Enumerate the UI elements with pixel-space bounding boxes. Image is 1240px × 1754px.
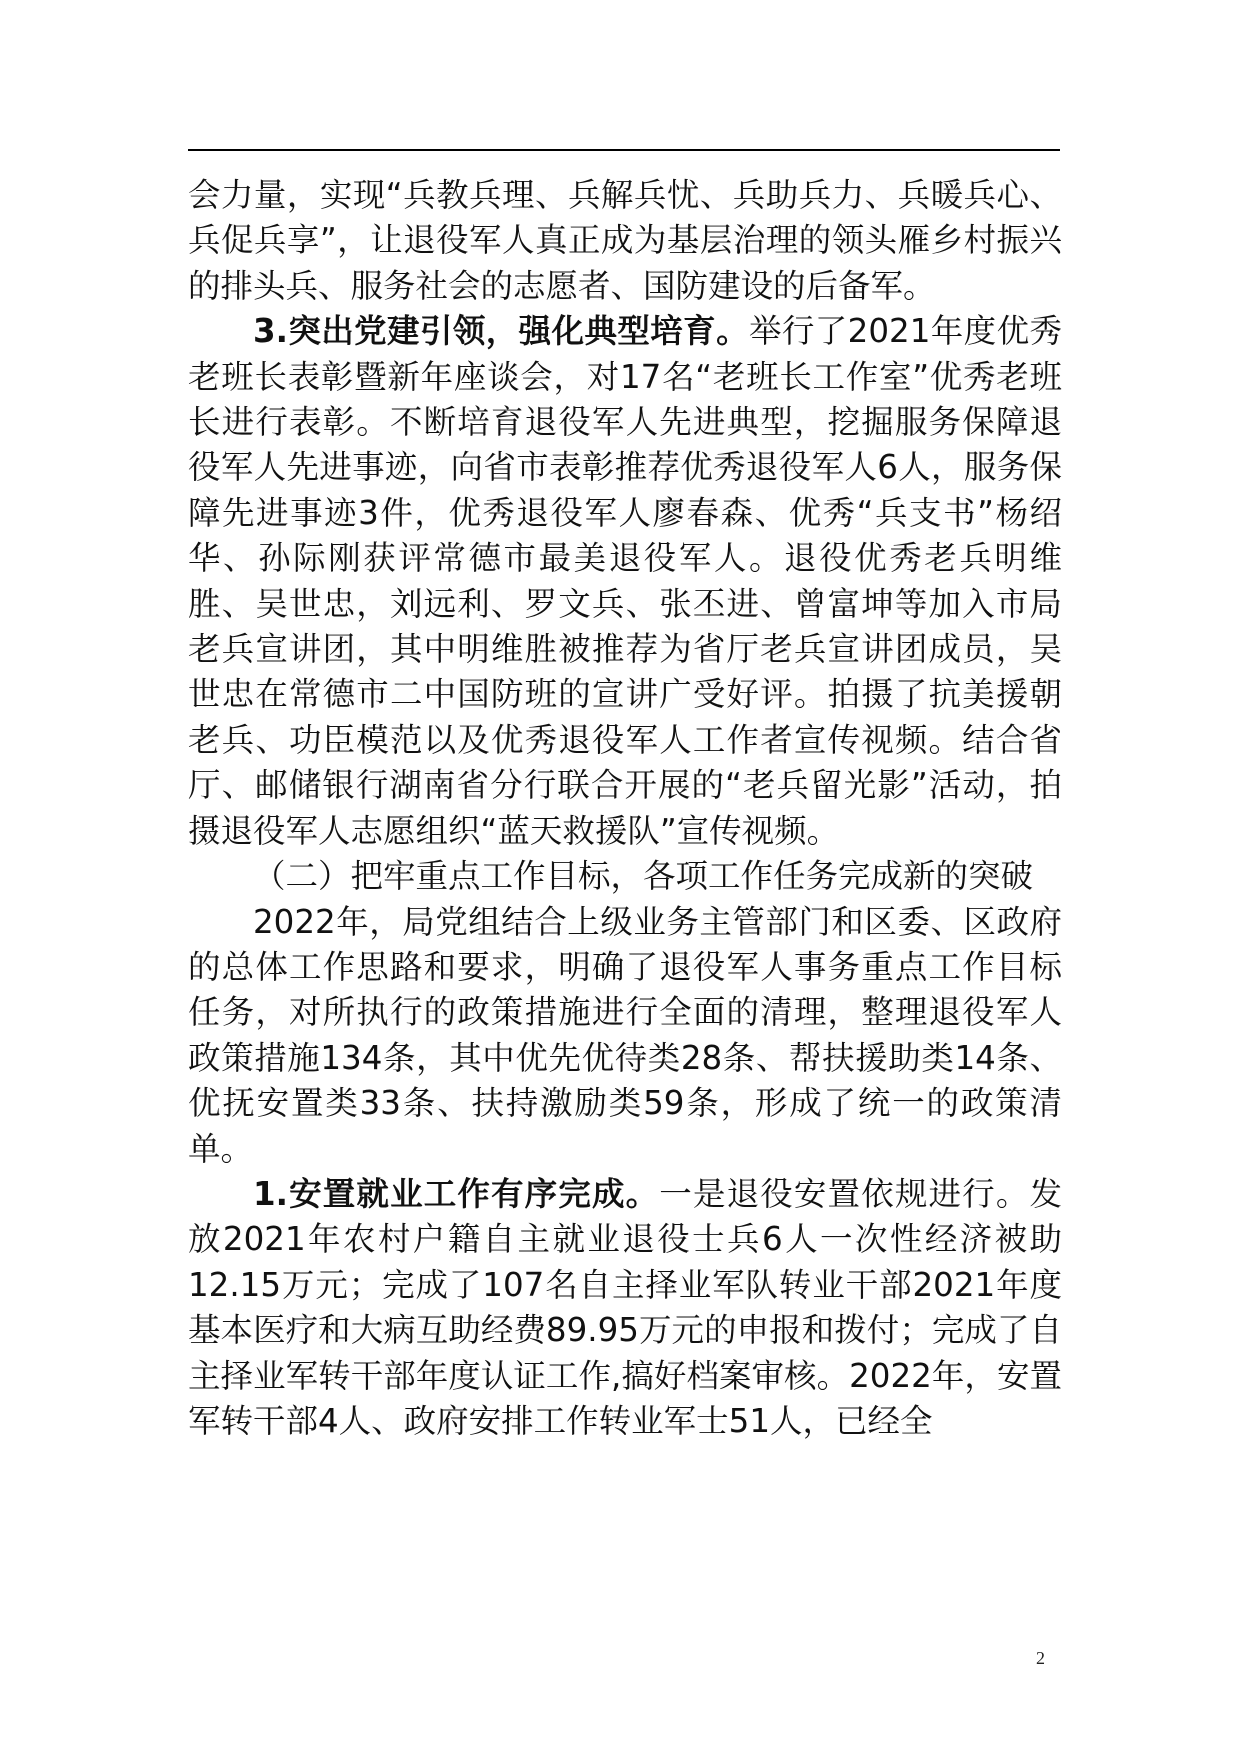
paragraph-text: 一是退役安置依规进行。发放2021年农村户籍自主就业退役士兵6人一次性经济被助12.15万元；完成了107名自主择业军队转业干部2021年度基本医疗和大病互助经费89.95万元的申报和拨付；完成了自主择业军转干部年度认证工作,搞好档案审核。2022年，安置军转干部4人、政府安排工作转业军士51人，已经全 xyxy=(188,1174,1062,1440)
paragraph-text: 2022年，局党组结合上级业务主管部门和区委、区政府的总体工作思路和要求，明确了退役军人事务重点工作目标任务，对所执行的政策措施进行全面的清理，整理退役军人政策措施134条，其中优先优待类28条、帮扶援助类14条、优抚安置类33条、扶持激励类59条，形成了统一的政策清单。 xyxy=(188,902,1062,1168)
header-rule xyxy=(188,149,1060,151)
paragraph-party-building xyxy=(188,309,1062,854)
paragraph-heading: 1.安置就业工作有序完成。 xyxy=(253,1174,660,1213)
paragraph-employment xyxy=(188,1172,1062,1444)
paragraph-continuation xyxy=(188,173,1062,309)
page-number: 2 xyxy=(1036,1648,1045,1668)
paragraph-text: 会力量，实现“兵教兵理、兵解兵忧、兵助兵力、兵暖兵心、兵促兵享”，让退役军人真正成为基层治理的领头雁乡村振兴的排头兵、服务社会的志愿者、国防建设的后备军。 xyxy=(188,176,1062,305)
paragraph-heading: 3.突出党建引领，强化典型培育。 xyxy=(253,312,749,351)
paragraph-policy-summary xyxy=(188,900,1062,1172)
paragraph-text: 举行了2021年度优秀老班长表彰暨新年座谈会，对17名“老班长工作室”优秀老班长进行表彰。不断培育退役军人先进典型，挖掘服务保障退役军人先进事迹，向省市表彰推荐优秀退役军人6人，服务保障先进事迹3件，优秀退役军人廖春森、优秀“兵支书”杨绍华、孙际刚获评常德市最美退役军人。退役优秀老兵明维胜、吴世忠，刘远利、罗文兵、张丕进、曾富坤等加入市局老兵宣讲团，其中明维胜被推荐为省厅老兵宣讲团成员，吴世忠在常德市二中国防班的宣讲广受好评。拍摄了抗美援朝老兵、功臣模范以及优秀退役军人工作者宣传视频。结合省厅、邮储银行湖南省分行联合开展的“老兵留光影”活动，拍摄退役军人志愿组织“蓝天救援队”宣传视频。 xyxy=(188,312,1062,850)
document-body xyxy=(188,173,1062,1444)
section-heading-two xyxy=(188,854,1062,899)
paragraph-text: （二）把牢重点工作目标，各项工作任务完成新的突破 xyxy=(253,857,1034,896)
